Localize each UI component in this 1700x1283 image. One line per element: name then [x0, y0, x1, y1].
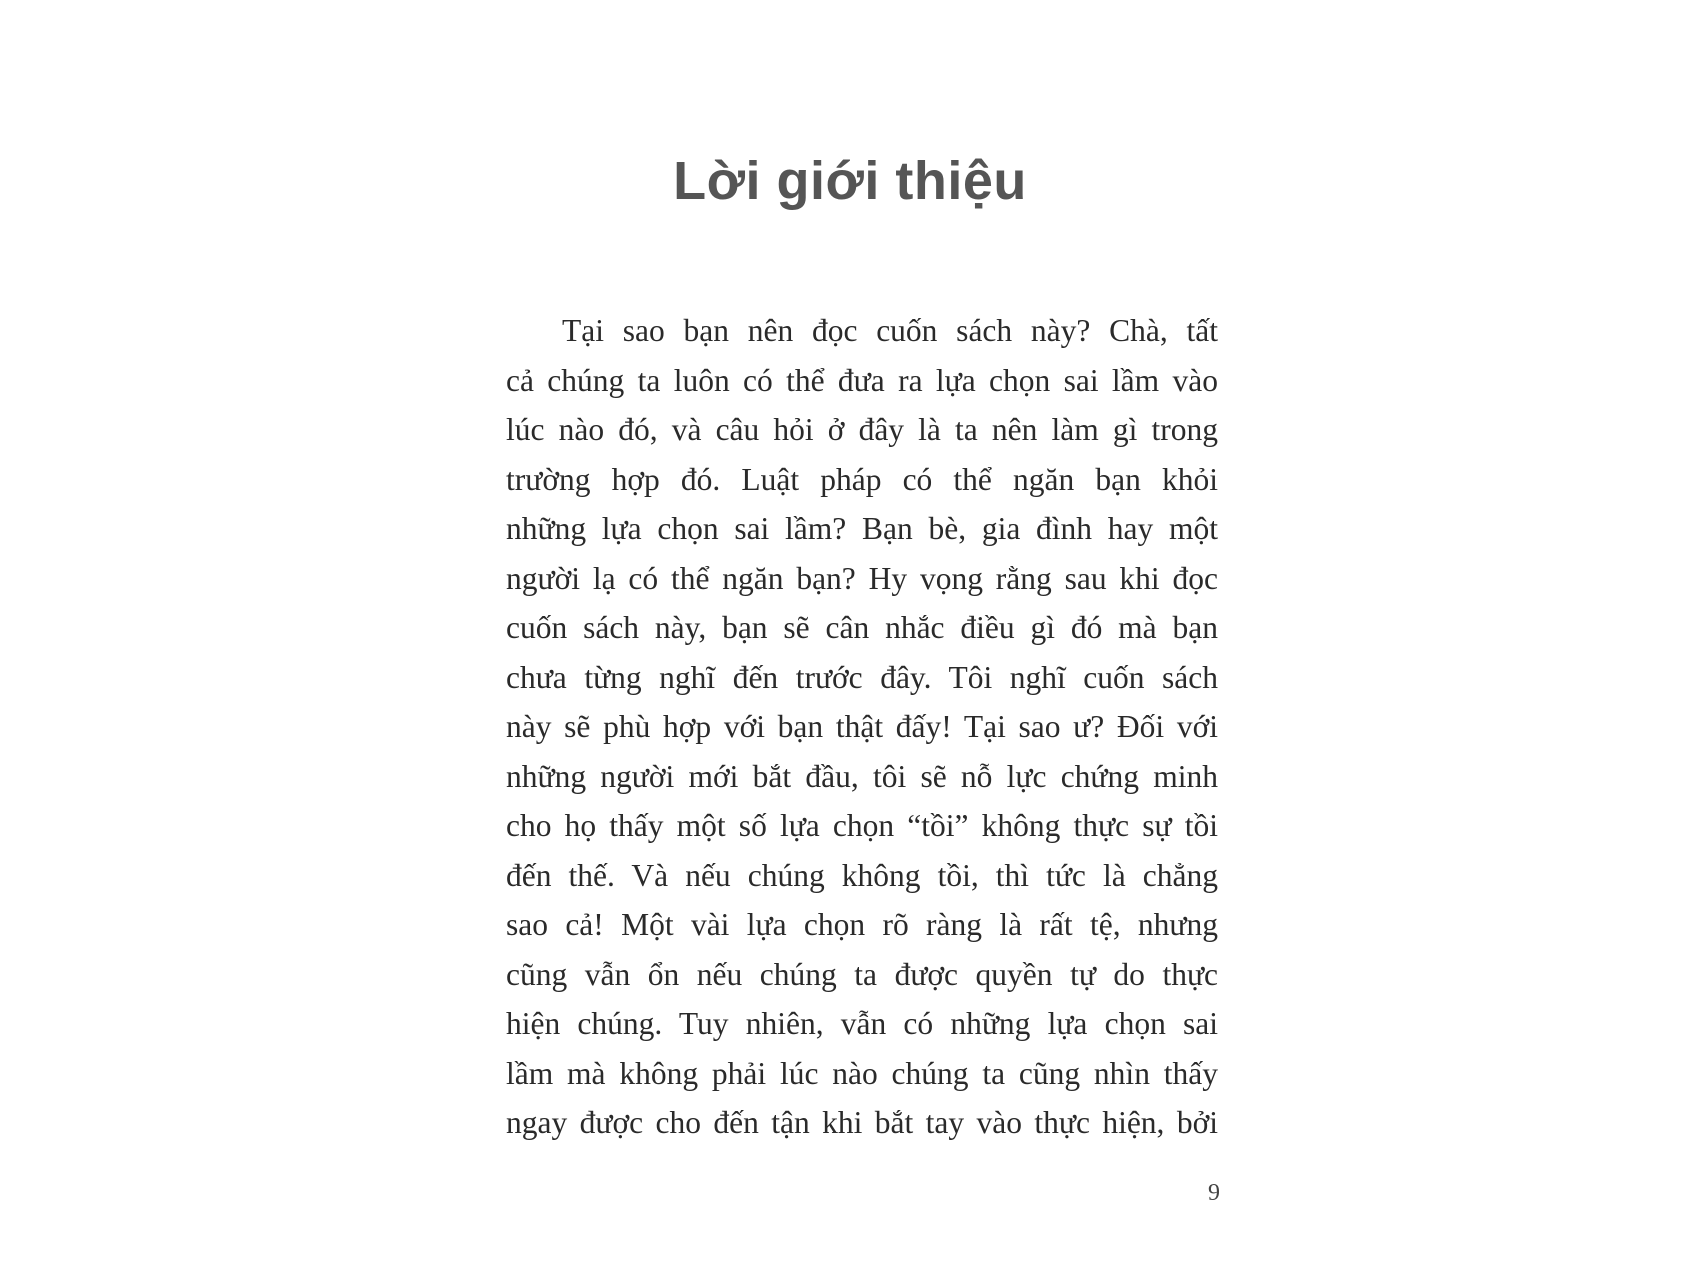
paragraph-line: trường hợp đó. Luật pháp có thể ngăn bạn khỏi — [506, 461, 1218, 497]
paragraph-line: chưa từng nghĩ đến trước đây. Tôi nghĩ cuốn sách — [506, 659, 1218, 695]
paragraph-line: lầm mà không phải lúc nào chúng ta cũng nhìn thấy — [506, 1055, 1218, 1091]
paragraph-line: cuốn sách này, bạn sẽ cân nhắc điều gì đó mà bạn — [506, 610, 1218, 645]
paragraph-line: cũng vẫn ổn nếu chúng ta được quyền tự do thực — [506, 956, 1218, 992]
paragraph-line: sao cả! Một vài lựa chọn rõ ràng là rất tệ, nhưng — [506, 907, 1218, 942]
page-number: 9 — [1208, 1180, 1220, 1206]
paragraph-line: này sẽ phù hợp với bạn thật đấy! Tại sao ư? Đối với — [506, 709, 1218, 744]
paragraph-line: Tại sao bạn nên đọc cuốn sách này? Chà, tất — [562, 313, 1218, 348]
paragraph-line: những lựa chọn sai lầm? Bạn bè, gia đình hay một — [506, 511, 1218, 546]
paragraph-line: đến thế. Và nếu chúng không tồi, thì tức là chẳng — [506, 857, 1218, 893]
paragraph-line: hiện chúng. Tuy nhiên, vẫn có những lựa chọn sai — [506, 1006, 1218, 1041]
paragraph-line: ngay được cho đến tận khi bắt tay vào thực hiện, bởi — [506, 1105, 1218, 1140]
paragraph-line: những người mới bắt đầu, tôi sẽ nỗ lực chứng minh — [506, 758, 1218, 794]
paragraph-line: người lạ có thể ngăn bạn? Hy vọng rằng sau khi đọc — [506, 560, 1218, 596]
paragraph-line: cả chúng ta luôn có thể đưa ra lựa chọn sai lầm vào — [506, 362, 1218, 398]
page-title: Lời giới thiệu — [673, 151, 1027, 211]
paragraph-line: cho họ thấy một số lựa chọn “tồi” không thực sự tồi — [506, 808, 1218, 843]
paragraph-line: lúc nào đó, và câu hỏi ở đây là ta nên làm gì trong — [506, 412, 1218, 447]
body-paragraph — [506, 306, 1218, 1148]
